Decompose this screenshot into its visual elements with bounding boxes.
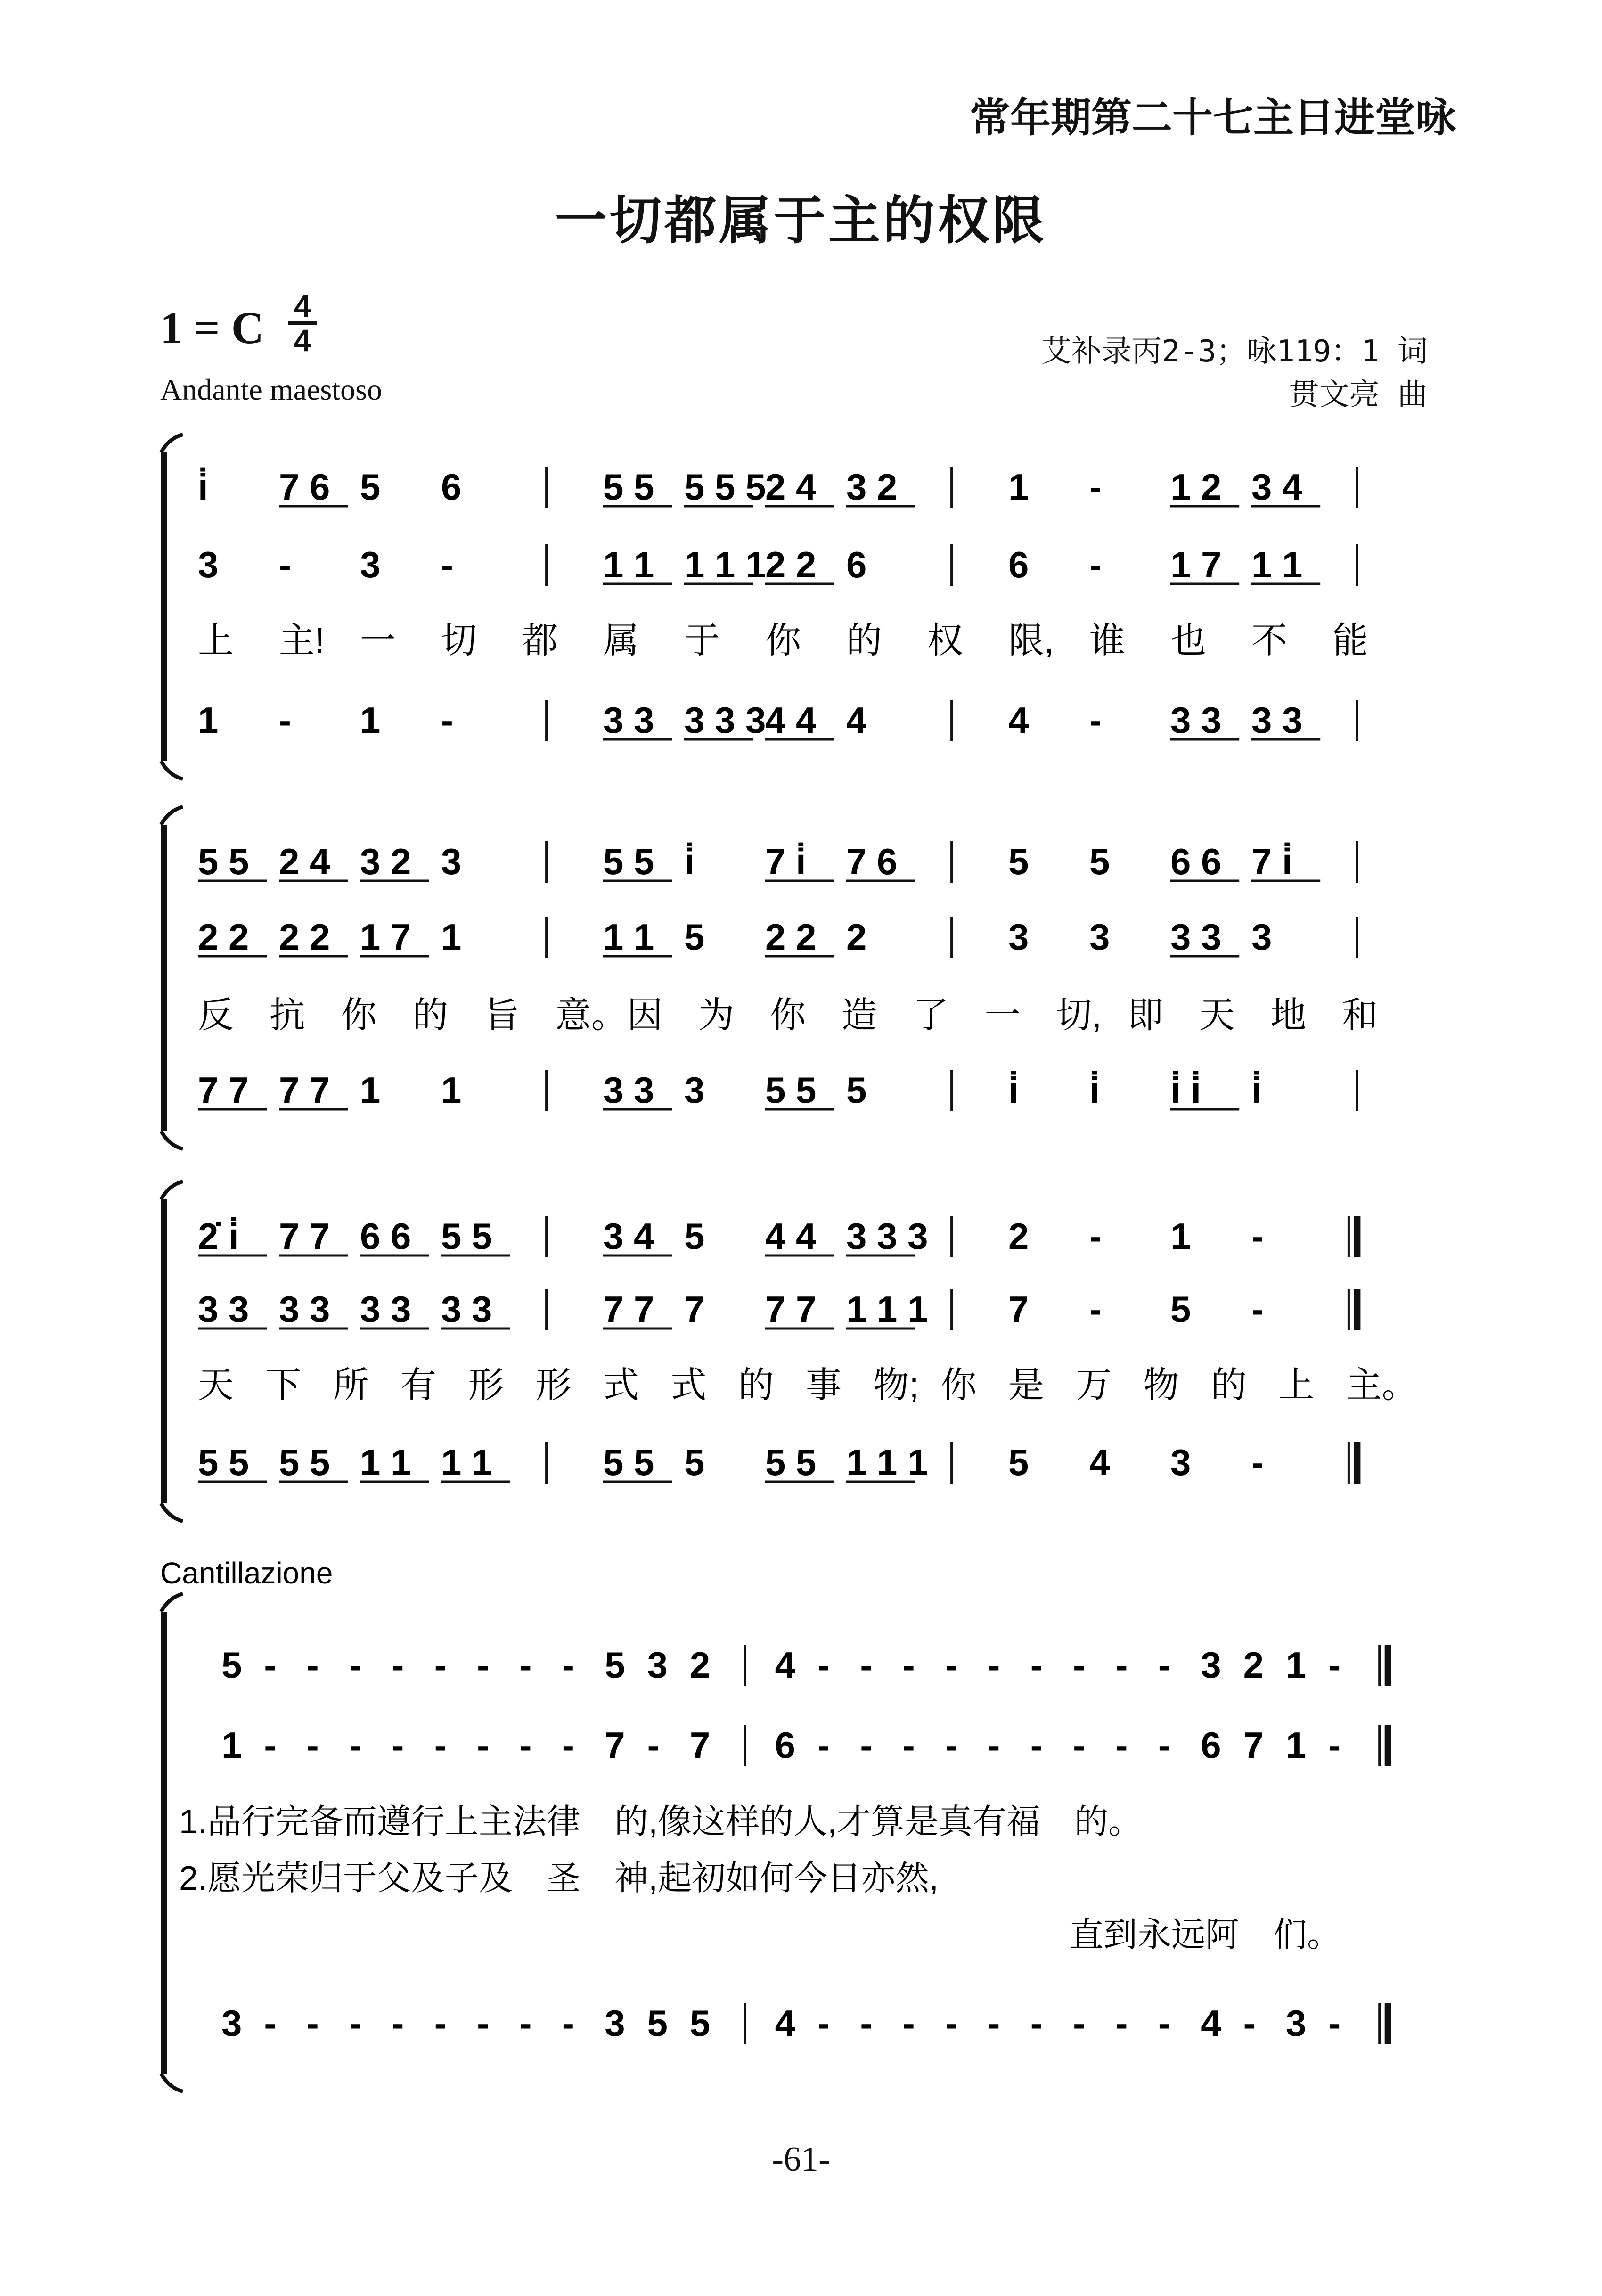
soprano-note: 1	[1285, 1644, 1307, 1686]
soprano-note: 6 6	[360, 1215, 411, 1257]
alto-note: 3 3	[279, 1288, 330, 1330]
bass-note: 4	[775, 2002, 796, 2044]
soprano-note: 2	[689, 1644, 711, 1686]
soprano-note: 5	[221, 1644, 242, 1686]
lyric-char: 形	[468, 1365, 504, 1405]
soprano-note: 1	[1008, 466, 1029, 508]
bass-note: 5	[1008, 1442, 1029, 1483]
lyric-char: 你	[341, 995, 377, 1035]
lyric-char: 权	[927, 621, 963, 661]
soprano-note: 5 5 5	[684, 466, 766, 508]
bass-note: 5	[689, 2002, 711, 2044]
alto-note: 2 2	[765, 544, 817, 585]
soprano-note: -	[1089, 466, 1102, 508]
bass-note: 5 5	[198, 1442, 249, 1483]
soprano-note: -	[902, 1644, 915, 1686]
lyric-char: 事	[806, 1365, 842, 1405]
bass-note: 1 1 1	[846, 1442, 928, 1483]
lyric-char: 所	[333, 1365, 369, 1405]
lyric-char: 地	[1270, 995, 1307, 1035]
soprano-note: 2 4	[279, 841, 330, 882]
soprano-note: -	[860, 1644, 873, 1686]
bass-note: i̇ i̇	[1170, 1069, 1202, 1111]
bass-note: i̇	[1089, 1069, 1100, 1111]
soprano-note: 5 5	[198, 841, 249, 882]
soprano-note: 3 4	[603, 1215, 654, 1257]
lyric-char: 了	[913, 995, 949, 1035]
bass-note: -	[434, 2002, 447, 2044]
alto-note: 7 7	[603, 1288, 654, 1330]
lyric-char: 主。	[1346, 1365, 1418, 1405]
alto-note: 1 7	[1170, 544, 1222, 585]
system-bracket	[161, 1594, 183, 2091]
bass-note: -	[477, 2002, 490, 2044]
alto-note: -	[860, 1724, 873, 1766]
lyric-char: 因	[627, 995, 663, 1035]
alto-note: 7	[605, 1724, 625, 1766]
soprano-note: -	[306, 1644, 319, 1686]
bass-note: -	[1328, 2002, 1341, 2044]
bass-note: 5 5	[603, 1442, 654, 1483]
alto-note: 1	[1285, 1724, 1307, 1766]
bass-note: -	[1251, 1442, 1264, 1483]
alto-note: 1	[221, 1724, 242, 1766]
bass-note: -	[1158, 2002, 1170, 2044]
soprano-note: -	[434, 1644, 447, 1686]
lyric-char: 天	[198, 1365, 234, 1405]
soprano-note: -	[1089, 1215, 1102, 1257]
bass-note: 3	[684, 1069, 705, 1111]
soprano-note: 3	[1201, 1644, 1221, 1686]
soprano-note: -	[1030, 1644, 1043, 1686]
lyric-char: 的	[846, 621, 882, 661]
alto-note: -	[441, 544, 453, 585]
soprano-note: 4	[775, 1644, 796, 1686]
soprano-note: 3 4	[1251, 466, 1303, 508]
lyric-char: 有	[400, 1365, 436, 1405]
alto-note: 1 7	[360, 916, 411, 958]
lyric-char: 于	[684, 621, 720, 661]
bass-note: 3	[605, 2002, 625, 2044]
soprano-note: 2 4	[765, 466, 817, 508]
verse-line: 1.品行完备而遵行上主法律 的,像这样的人,才算是真有福 的。	[179, 1803, 1143, 1841]
soprano-note: 5	[684, 1215, 705, 1257]
bass-note: -	[441, 699, 453, 741]
bass-note: 3	[221, 2002, 242, 2044]
bass-note: 3 3	[603, 1069, 654, 1111]
soprano-note: 6	[441, 466, 462, 508]
lyric-char: 下	[265, 1365, 302, 1405]
bass-note: 3 3	[1170, 699, 1222, 741]
bass-note: 3	[1285, 2002, 1307, 2044]
music-system	[160, 1556, 1388, 2044]
alto-note: 1 1	[1251, 544, 1303, 585]
soprano-note: -	[1073, 1644, 1086, 1686]
bass-note: 1	[360, 699, 381, 741]
bass-note: -	[988, 2002, 1000, 2044]
bass-note: 1	[441, 1069, 462, 1111]
lyric-char: 物;	[873, 1365, 919, 1405]
alto-note: -	[1328, 1724, 1341, 1766]
alto-note: -	[562, 1724, 574, 1766]
soprano-note: 5	[1089, 841, 1110, 882]
bass-note: -	[392, 2002, 404, 2044]
lyric-char: 也	[1170, 621, 1206, 661]
alto-note: -	[647, 1724, 660, 1766]
system-bracket	[161, 807, 183, 1149]
bass-note: -	[279, 699, 291, 741]
bass-note: 5 5	[279, 1442, 330, 1483]
lyric-char: 切,	[1056, 995, 1102, 1035]
lyric-char: 一	[360, 621, 396, 661]
system-bracket	[161, 1181, 183, 1521]
lyric-char: 的	[738, 1365, 774, 1405]
alto-note: 1 1 1	[846, 1288, 928, 1330]
bass-note: 3 3	[1251, 699, 1303, 741]
bass-note: -	[1243, 2002, 1256, 2044]
soprano-note: 3 3 3	[846, 1215, 928, 1257]
alto-note: 7 7	[765, 1288, 817, 1330]
alto-note: 2	[846, 916, 867, 958]
alto-note: -	[1073, 1724, 1086, 1766]
key-signature: 1 = C	[160, 303, 264, 353]
bass-note: 5	[846, 1069, 867, 1111]
soprano-note: 5 5	[603, 466, 654, 508]
lyric-char: 上	[198, 621, 234, 661]
lyric-char: 限,	[1008, 621, 1054, 661]
alto-note: 6	[775, 1724, 796, 1766]
soprano-note: -	[392, 1644, 404, 1686]
alto-note: 3 3	[441, 1288, 492, 1330]
tempo-marking: Andante maestoso	[160, 373, 382, 406]
bass-note: 3 3 3	[684, 699, 766, 741]
lyric-char: 和	[1342, 995, 1378, 1035]
lyric-char: 你	[940, 1365, 977, 1405]
alto-note: -	[988, 1724, 1000, 1766]
bass-note: 1 1	[360, 1442, 411, 1483]
soprano-note: 5 5	[441, 1215, 492, 1257]
alto-note: -	[264, 1724, 277, 1766]
bass-note: 1 1	[441, 1442, 492, 1483]
bass-note: 5 5	[765, 1069, 817, 1111]
bass-note: i̇	[1008, 1069, 1019, 1111]
lyric-char: 不	[1251, 621, 1287, 661]
bass-note: 3	[1170, 1442, 1191, 1483]
alto-note: 3 3	[198, 1288, 249, 1330]
soprano-note: 7 6	[846, 841, 898, 882]
lyric-char: 主!	[279, 621, 325, 661]
lyric-char: 万	[1076, 1365, 1112, 1405]
alto-note: 1 1	[603, 544, 654, 585]
alto-note: -	[392, 1724, 404, 1766]
soprano-note: 2̇ i̇	[198, 1215, 239, 1257]
music-system	[198, 841, 1378, 1111]
bass-note: -	[519, 2002, 532, 2044]
soprano-note: 5 5	[603, 841, 654, 882]
lyric-char: 是	[1008, 1365, 1044, 1405]
bass-note: -	[860, 2002, 873, 2044]
alto-note: 1 1	[603, 916, 654, 958]
soprano-note: 7 i̇	[1251, 841, 1292, 882]
soprano-note: 5	[360, 466, 381, 508]
bass-note: 4	[1201, 2002, 1221, 2044]
lyric-char: 谁	[1089, 621, 1125, 661]
soprano-note: i̇	[198, 466, 208, 508]
alto-note: -	[279, 544, 291, 585]
alto-note: 6	[1201, 1724, 1221, 1766]
verse-line: 直到永远阿 们。	[1070, 1916, 1341, 1954]
lyric-char: 属	[603, 621, 639, 661]
alto-note: -	[434, 1724, 447, 1766]
lyric-char: 天	[1199, 995, 1235, 1035]
alto-note: -	[306, 1724, 319, 1766]
alto-note: 2 2	[765, 916, 817, 958]
page-title: 一切都属于主的权限	[555, 190, 1047, 251]
alto-note: -	[349, 1724, 362, 1766]
bass-note: 3 3	[603, 699, 654, 741]
bass-note: 1	[198, 699, 219, 741]
soprano-note: -	[1115, 1644, 1128, 1686]
alto-note: -	[1089, 544, 1102, 585]
alto-note: -	[1115, 1724, 1128, 1766]
alto-note: 1 1 1	[684, 544, 766, 585]
soprano-note: 3 2	[846, 466, 898, 508]
alto-note: -	[1251, 1288, 1264, 1330]
alto-note: 3 3	[1170, 916, 1222, 958]
bass-note: -	[945, 2002, 958, 2044]
verse-line: 2.愿光荣归于父及子及 圣 神,起初如何今日亦然,	[179, 1860, 939, 1897]
soprano-note: 2	[1008, 1215, 1029, 1257]
alto-note: 3	[1089, 916, 1110, 958]
bass-note: 4	[1008, 699, 1029, 741]
system-bracket	[161, 435, 183, 779]
alto-note: 7	[1008, 1288, 1029, 1330]
soprano-note: 7 6	[279, 466, 330, 508]
lyric-char: 意。	[555, 995, 627, 1035]
alto-note: 5	[684, 916, 705, 958]
page-number: -61-	[772, 2140, 830, 2179]
bass-note: i̇	[1251, 1069, 1262, 1111]
alto-note: -	[1089, 1288, 1102, 1330]
lyric-char: 你	[770, 995, 806, 1035]
alto-note: 1	[441, 916, 462, 958]
lyric-char: 的	[1211, 1365, 1247, 1405]
bass-note: 5	[647, 2002, 668, 2044]
bass-note: -	[562, 2002, 574, 2044]
soprano-note: 7 i̇	[765, 841, 806, 882]
soprano-note: 7 7	[279, 1215, 330, 1257]
alto-note: 3	[360, 544, 381, 585]
lyric-char: 物	[1143, 1365, 1179, 1405]
lyric-char: 能	[1332, 621, 1368, 661]
alto-note: -	[945, 1724, 958, 1766]
alto-note: 7	[689, 1724, 711, 1766]
bass-note: 5	[684, 1442, 705, 1483]
soprano-note: 5	[605, 1644, 625, 1686]
alto-note: 7	[684, 1288, 705, 1330]
bass-note: -	[1115, 2002, 1128, 2044]
alto-note: 2 2	[279, 916, 330, 958]
lyric-char: 的	[412, 995, 449, 1035]
lyric-char: 造	[841, 995, 877, 1035]
soprano-note: -	[349, 1644, 362, 1686]
alto-note: 6	[1008, 544, 1029, 585]
lyric-char: 都	[522, 621, 558, 661]
bass-note: 1	[360, 1069, 381, 1111]
soprano-note: -	[817, 1644, 830, 1686]
time-signature-bottom: 4	[294, 323, 311, 358]
bass-note: -	[264, 2002, 277, 2044]
alto-note: 5	[1170, 1288, 1191, 1330]
bass-note: 5 5	[765, 1442, 817, 1483]
alto-note: -	[1030, 1724, 1043, 1766]
soprano-note: 3	[441, 841, 462, 882]
lyric-char: 即	[1127, 995, 1163, 1035]
lyric-char: 式	[670, 1365, 707, 1405]
lyric-char: 上	[1278, 1365, 1315, 1405]
lyric-char: 你	[765, 621, 801, 661]
bass-note: -	[1073, 2002, 1086, 2044]
lyric-char: 一	[984, 995, 1021, 1035]
bass-note: -	[306, 2002, 319, 2044]
soprano-note: -	[562, 1644, 574, 1686]
alto-note: -	[902, 1724, 915, 1766]
music-credit: 贯文亮 曲	[1289, 377, 1428, 412]
alto-note: 2 2	[198, 916, 249, 958]
alto-note: -	[817, 1724, 830, 1766]
soprano-note: i̇	[684, 841, 695, 882]
lyric-char: 反	[198, 995, 234, 1035]
soprano-note: 4 4	[765, 1215, 817, 1257]
soprano-note: 2	[1243, 1644, 1264, 1686]
alto-note: -	[477, 1724, 490, 1766]
alto-note: -	[1158, 1724, 1170, 1766]
bass-note: 7 7	[279, 1069, 330, 1111]
soprano-note: -	[1158, 1644, 1170, 1686]
soprano-note: 3	[647, 1644, 668, 1686]
alto-note: -	[519, 1724, 532, 1766]
cantillation-label: Cantillazione	[160, 1556, 333, 1590]
soprano-note: -	[945, 1644, 958, 1686]
soprano-note: 1	[1170, 1215, 1191, 1257]
music-system	[198, 1215, 1418, 1484]
bass-note: 4	[846, 699, 867, 741]
bass-note: -	[1030, 2002, 1043, 2044]
soprano-note: -	[1328, 1644, 1341, 1686]
bass-note: -	[817, 2002, 830, 2044]
alto-note: 3	[1251, 916, 1272, 958]
soprano-note: 5	[1008, 841, 1029, 882]
liturgical-occasion: 常年期第二十七主日进堂咏	[970, 94, 1456, 141]
lyric-char: 旨	[484, 995, 520, 1035]
lyrics-credit: 艾补录丙2-3；咏119：1 词	[1041, 334, 1428, 369]
soprano-note: -	[1251, 1215, 1264, 1257]
soprano-note: 1 2	[1170, 466, 1222, 508]
music-system	[198, 466, 1368, 741]
alto-note: 6	[846, 544, 867, 585]
soprano-note: -	[519, 1644, 532, 1686]
alto-note: 3 3	[360, 1288, 411, 1330]
lyric-char: 式	[603, 1365, 639, 1405]
bass-note: 4	[1089, 1442, 1110, 1483]
soprano-note: 6 6	[1170, 841, 1222, 882]
lyric-char: 抗	[269, 995, 305, 1035]
alto-note: 3	[198, 544, 219, 585]
alto-note: 7	[1243, 1724, 1264, 1766]
alto-note: 3	[1008, 916, 1029, 958]
bass-note: -	[1089, 699, 1102, 741]
bass-note: -	[349, 2002, 362, 2044]
soprano-note: -	[988, 1644, 1000, 1686]
soprano-note: -	[264, 1644, 277, 1686]
bass-note: -	[902, 2002, 915, 2044]
time-signature-top: 4	[294, 288, 311, 323]
soprano-note: 3 2	[360, 841, 411, 882]
soprano-note: -	[477, 1644, 490, 1686]
lyric-char: 形	[535, 1365, 572, 1405]
lyric-char: 切	[441, 621, 477, 661]
lyric-char: 为	[698, 995, 735, 1035]
bass-note: 4 4	[765, 699, 817, 741]
bass-note: 7 7	[198, 1069, 249, 1111]
